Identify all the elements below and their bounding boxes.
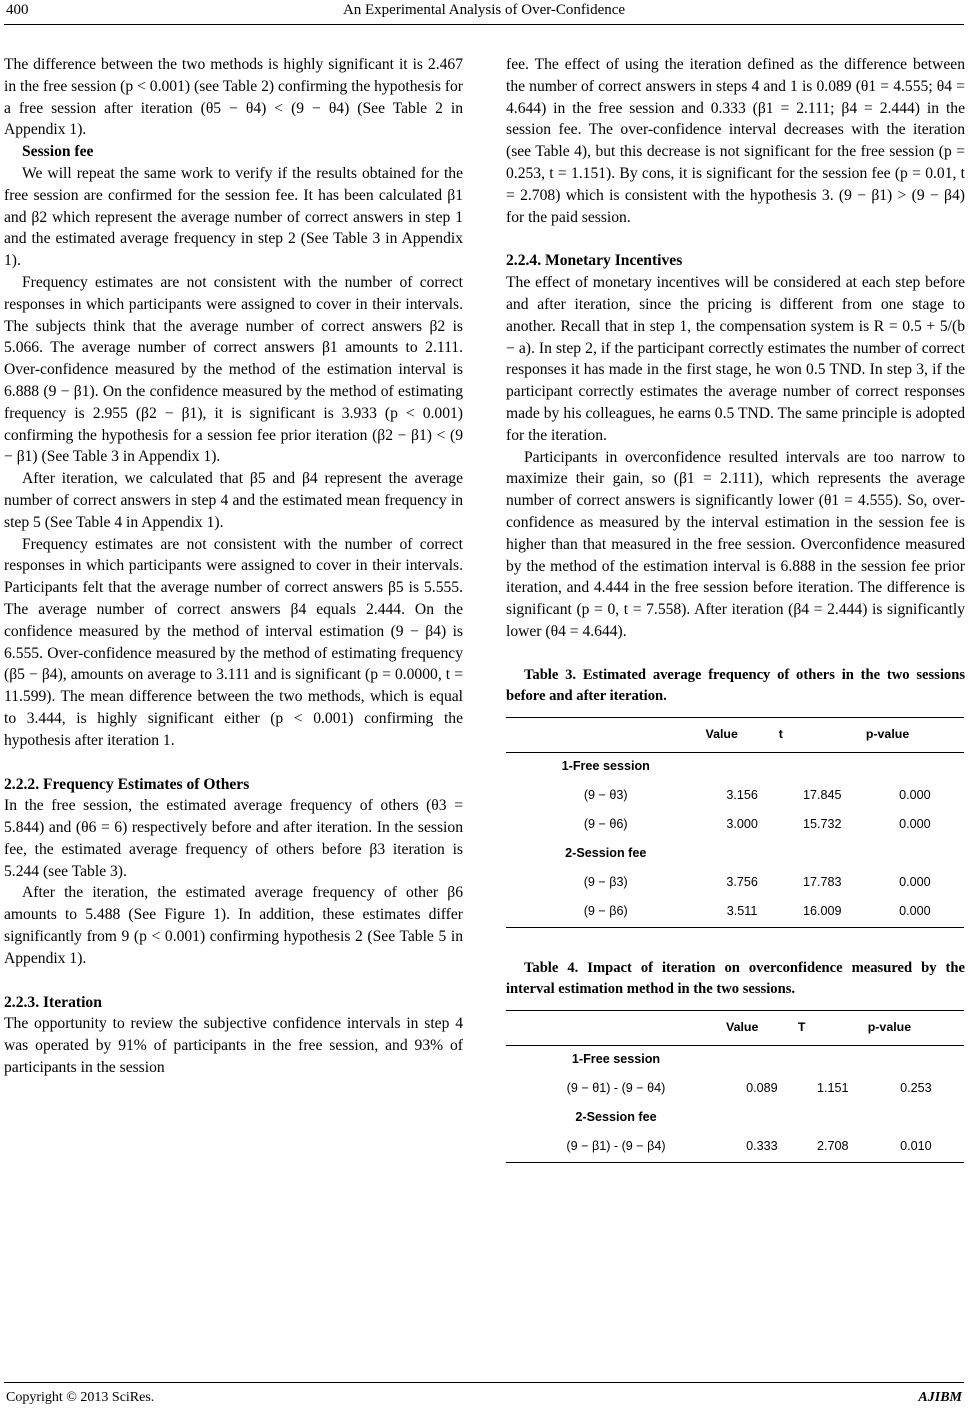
table-3: [506, 717, 964, 928]
table-cell: 15.732: [803, 817, 842, 832]
table-row: [506, 869, 964, 898]
journal-name: AJIBM: [918, 1390, 962, 1405]
table-row: [506, 1075, 964, 1104]
table-row: [506, 1133, 964, 1163]
table-cell: 1.151: [817, 1081, 849, 1096]
table-section-label: 1-Free session: [561, 759, 650, 774]
table-cell: 0.000: [899, 817, 931, 832]
table-header: p-value: [868, 1010, 964, 1045]
table-section-label: 2-Session fee: [565, 846, 647, 861]
table-row: [506, 782, 964, 811]
paragraph: The effect of monetary incentives will be considered at each step before and after iteration, since the pricing is different from one stage to another. Recall that in step 1, the compensation system is R = 0.5 + 5/(b − a). In step 2, if the participant correctly estimates the number of correct responses it has made in the first stage, he won 0.5 TND. In step 3, if the participant correctly estimates the average number of correct responses made by his colleagues, he earns 0.5 TND. The same principle is adopted for the iteration.: [506, 274, 965, 444]
table-cell: 3.756: [726, 875, 758, 890]
table-cell: 2.708: [798, 1133, 868, 1163]
table-cell: (9 − θ1) - (9 − θ4): [566, 1081, 666, 1096]
table-cell: (9 − β3): [583, 875, 628, 890]
paragraph: After iteration, we calculated that β5 and β4 represent the average number of correct answers in step 4 and the estimated mean frequency in step 5 (See Table 4 in Appendix 1).: [4, 470, 463, 531]
section-heading-2-2-4: 2.2.4. Monetary Incentives: [506, 252, 683, 270]
table-header: p-value: [866, 717, 964, 752]
table-cell: 0.000: [899, 788, 931, 803]
paragraph: Frequency estimates are not consistent with the number of correct responses in which participants were assigned to cover in their intervals. The subjects think that the average number of correct answers β2 is 5.066. The average number of correct answers β1 amounts to 2.111. Over-confidence measured by the method of the estimation interval is 6.888 (9 − β1). On the confidence measured by the method of estimating frequency is 2.955 (β2 − β1), it is significant is 3.933 (p < 0.001) confirming the hypothesis for a session fee prior iteration (β2 − β1) < (9 − β1) (See Table 3 in Appendix 1).: [4, 273, 463, 466]
table-3-caption: Table 3. Estimated average frequency of others in the two sessions before and after iteration.: [506, 666, 965, 704]
table-cell: 0.000: [899, 875, 931, 890]
right-column: [506, 54, 965, 1163]
table-cell: 3.511: [705, 898, 778, 928]
footer-rule: [4, 1382, 964, 1383]
table-cell: (9 − β6): [506, 898, 705, 928]
table-cell: 0.333: [726, 1133, 798, 1163]
paragraph: The difference between the two methods is highly significant it is 2.467 in the free session (p < 0.001) (see Table 2) confirming the hypothesis for a free session after iteration (θ5 − θ4) < (9 − θ4) (See Table 2 in Appendix 1).: [4, 56, 463, 139]
paragraph: We will repeat the same work to verify if the results obtained for the free session are confirmed for the session fee. It has been calculated β1 and β2 which represent the average number of correct answers in step 1 and the estimated average frequency in step 2 (See Table 3 in Appendix 1).: [4, 164, 463, 270]
table-header: [506, 717, 705, 752]
table-header: t: [779, 717, 866, 752]
table-row: [506, 898, 964, 928]
table-section-label: 1-Free session: [571, 1052, 661, 1067]
running-title: An Experimental Analysis of Over-Confidence: [342, 2, 626, 18]
table-header: T: [798, 1010, 868, 1045]
table-section-label: 2-Session fee: [575, 1110, 657, 1125]
page-header: [0, 0, 968, 30]
table-cell: 17.845: [803, 788, 842, 803]
paragraph: In the free session, the estimated average frequency of others (θ3 = 5.844) and (θ6 = 6) respectively before and after iteration. In the session fee, the estimated average frequency of others before β3 iteration is 5.244 (see Table 3).: [4, 797, 463, 880]
table-header: Value: [705, 717, 778, 752]
table-header: Value: [726, 1010, 798, 1045]
section-heading-2-2-2: 2.2.2. Frequency Estimates of Others: [4, 775, 250, 793]
section-heading-2-2-3: 2.2.3. Iteration: [4, 993, 102, 1011]
table-cell: (9 − θ6): [583, 817, 628, 832]
copyright-text: Copyright © 2013 SciRes.: [6, 1390, 155, 1405]
table-row: [506, 811, 964, 840]
paragraph: Participants in overconfidence resulted intervals are too narrow to maximize their gain, so (β1 = 2.111), which represents the average number of correct answers is significantly lower (θ1 = 4.555). So, over-confidence as measured by the interval estimation in the session fee is higher than that measured in the free session. Overconfidence measured by the method of the estimation interval is 6.888 in the session fee prior iteration, and 4.444 in the free session before iteration. The difference is significant (p = 0, t = 7.558). After iteration (β4 = 2.444) is significantly lower (θ4 = 4.644).: [506, 448, 965, 640]
paragraph: After the iteration, the estimated average frequency of other β6 amounts to 5.488 (See Figure 1). In addition, these estimates differ significantly from 9 (p < 0.001) confirming hypothesis 2 (See Table 5 in Appendix 1).: [4, 884, 463, 967]
page-number: 400: [6, 2, 29, 18]
table-cell: (9 − β1) - (9 − β4): [506, 1133, 726, 1163]
table-cell: (9 − θ3): [583, 788, 628, 803]
paragraph: The opportunity to review the subjective confidence intervals in step 4 was operated by 91% of participants in the free session, and 93% of participants in the session: [4, 1015, 463, 1077]
table-cell: 0.010: [868, 1133, 964, 1163]
table-cell: 3.000: [726, 817, 758, 832]
table-cell: 3.156: [726, 788, 758, 803]
header-rule: [4, 24, 964, 25]
table-cell: 0.253: [900, 1081, 932, 1096]
table-cell: 16.009: [779, 898, 866, 928]
paragraph: Frequency estimates are not consistent with the number of correct responses in which participants were assigned to cover in their intervals. Participants felt that the average number of correct answers β5 is 5.555. The average number of correct answers β4 equals 2.444. On the confidence measured by the method of interval estimation (9 − β4) is 6.555. Over-confidence measured by the method of estimating frequency (β5 − β4), amounts on average to 3.111 and is significant (p = 0.0000, t = 11.599). The mean difference between the two methods, which is equal to 3.444, is highly significant either (p < 0.001) confirming the hypothesis after iteration 1.: [4, 535, 463, 749]
table-cell: 0.000: [866, 898, 964, 928]
subheading-session-fee: Session fee: [22, 143, 94, 161]
left-column: [4, 54, 463, 1079]
table-4-caption: Table 4. Impact of iteration on overconfidence measured by the interval estimation method in the two sessions.: [506, 959, 965, 997]
table-cell: 17.783: [803, 875, 842, 890]
table-header: [506, 1010, 726, 1045]
paragraph: fee. The effect of using the iteration defined as the difference between the number of correct answers in steps 4 and 1 is 0.089 (θ1 = 4.555; θ4 = 4.644) in the free session and 0.333 (β1 = 2.111; β4 = 2.444) in the session fee. The over-confidence interval decreases with the iteration (see Table 4), but this decrease is not significant for the free session (p = 0.253, t = 1.151). By cons, it is significant for the session fee (p = 0.01, t = 2.708) which is consistent with the hypothesis 3. (9 − β1) > (9 − β4) for the paid session.: [506, 56, 965, 226]
table-4: [506, 1010, 964, 1163]
table-cell: 0.089: [746, 1081, 778, 1096]
